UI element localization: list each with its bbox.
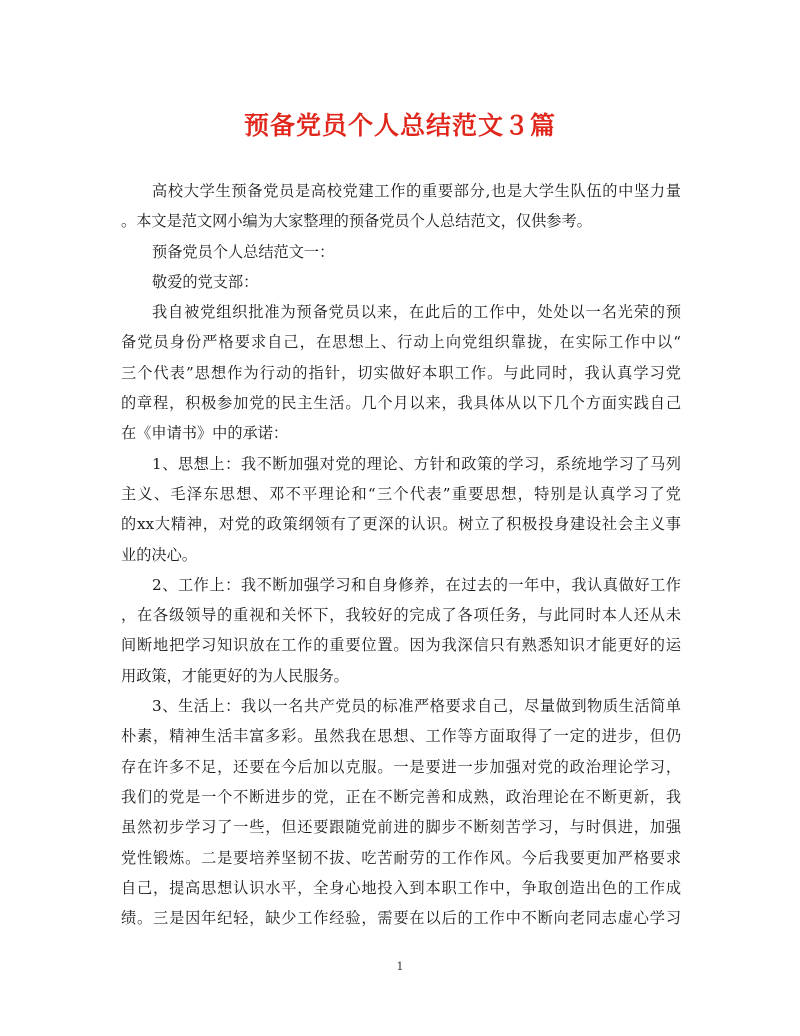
body-text-line: 1、思想上：我不断加强对党的理论、方针和政策的学习，系统地学习了马列 — [152, 454, 681, 473]
body-text-line: 敬爱的党支部： — [152, 272, 259, 291]
document-title: 预备党员个人总结范文３篇 — [243, 111, 556, 140]
body-text-line: 业的决心。 — [121, 545, 197, 564]
body-text-line: 朴素，精神生活丰富多彩。虽然我在思想、工作等方面取得了一定的进步，但仍 — [121, 727, 681, 746]
body-text-line: 2、工作上：我不断加强学习和自身修养，在过去的一年中，我认真做好工作 — [152, 575, 681, 594]
body-text-line: ，在各级领导的重视和关怀下，我较好的完成了各项任务，与此同时本人还从未 — [121, 606, 681, 625]
document-body — [121, 176, 681, 933]
body-text-line: 在《申请书》中的承诺： — [121, 424, 289, 443]
body-text-line: 间断地把学习知识放在工作的重要位置。因为我深信只有熟悉知识才能更好的运 — [121, 636, 681, 655]
body-text-line: 存在许多不足，还要在今后加以克服。一是要进一步加强对党的政治理论学习， — [121, 757, 681, 776]
body-text-line: 绩。三是因年纪轻，缺少工作经验，需要在以后的工作中不断向老同志虚心学习 — [121, 909, 681, 928]
body-text-line: 用政策，才能更好的为人民服务。 — [121, 666, 349, 685]
body-text-line: 主义、毛泽东思想、邓不平理论和“三个代表”重要思想，特别是认真学习了党 — [121, 484, 681, 503]
body-text-line: 我们的党是一个不断进步的党，正在不断完善和成熟，政治理论在不断更新，我 — [121, 787, 681, 806]
body-text-line: 三个代表”思想作为行动的指针，切实做好本职工作。与此同时，我认真学习党 — [121, 363, 681, 382]
body-text-line: 。本文是范文网小编为大家整理的预备党员个人总结范文，仅供参考。 — [121, 212, 592, 231]
body-text-line: 虽然初步学习了一些，但还要跟随党前进的脚步不断刻苦学习，与时俱进，加强 — [121, 818, 681, 837]
body-text-line: 自己，提高思想认识水平，全身心地投入到本职工作中，争取创造出色的工作成 — [121, 878, 681, 897]
page-number: 1 — [396, 960, 404, 973]
body-text-line: 预备党员个人总结范文一： — [152, 242, 335, 261]
body-text-line: 高校大学生预备党员是高校党建工作的重要部分,也是大学生队伍的中坚力量 — [152, 182, 681, 200]
body-text-line: 党性锻炼。二是要培养坚韧不拔、吃苦耐劳的工作作风。今后我要更加严格要求 — [121, 848, 681, 867]
body-text-line: 备党员身份严格要求自己，在思想上、行动上向党组织靠拢，在实际工作中以“ — [121, 333, 681, 352]
body-text-line: 的章程，积极参加党的民主生活。几个月以来，我具体从以下几个方面实践自己 — [121, 394, 681, 413]
body-text-line: 我自被党组织批准为预备党员以来，在此后的工作中，处处以一名光荣的预 — [152, 303, 681, 322]
body-text-line: 3、生活上：我以一名共产党员的标准严格要求自己，尽量做到物质生活简单 — [152, 697, 681, 716]
body-text-line: 的xx大精神，对党的政策纲领有了更深的认识。树立了积极投身建设社会主义事 — [121, 515, 681, 534]
